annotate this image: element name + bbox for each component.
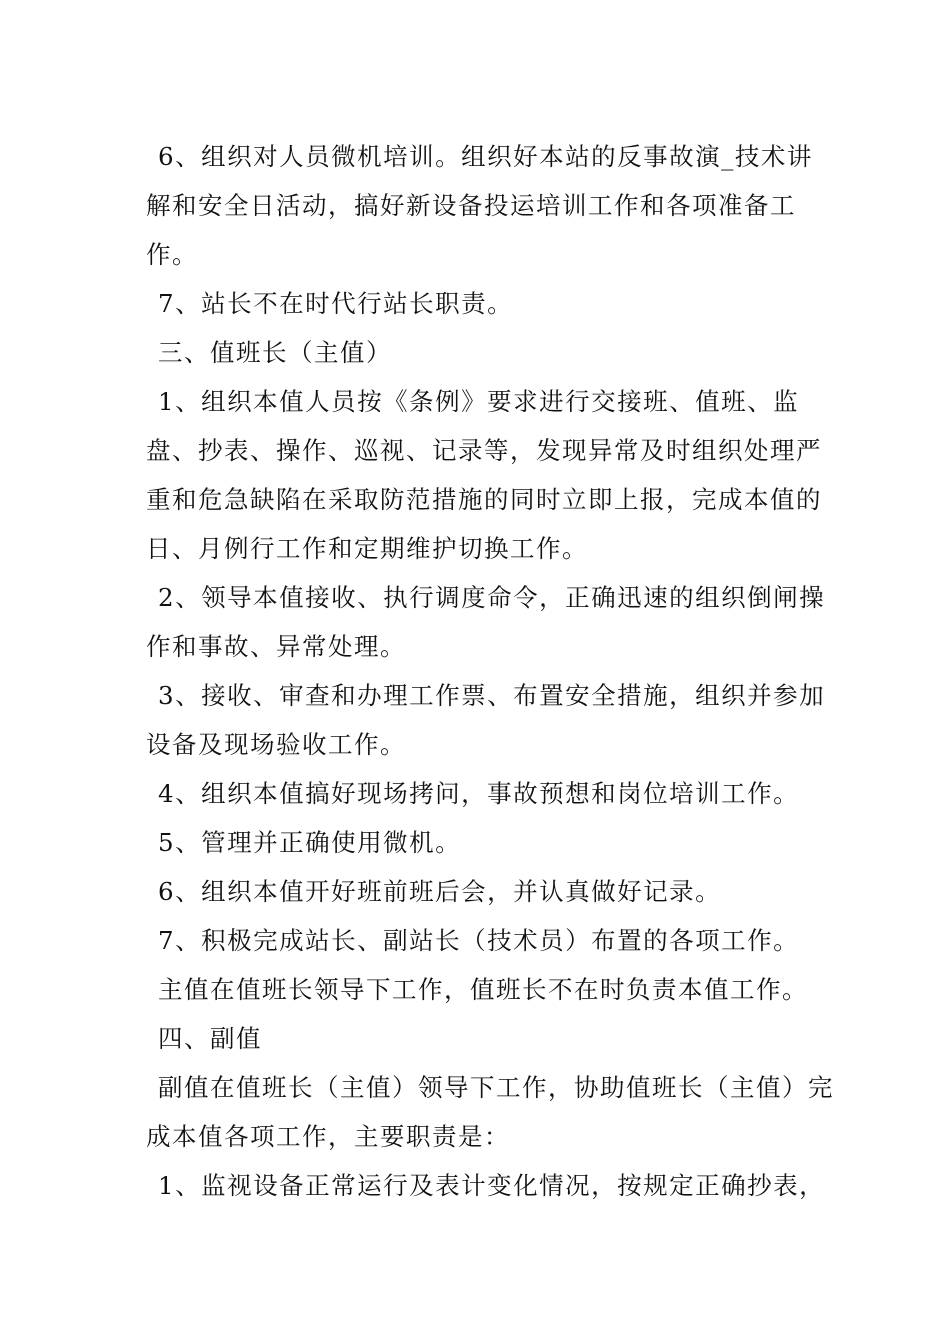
paragraph-item-4-drills: 4、组织本值搞好现场拷问，事故预想和岗位培训工作。 — [158, 779, 800, 808]
paragraph-item-5-computer: 5、管理并正确使用微机。 — [158, 828, 462, 857]
paragraph-item-7-assigned-work: 7、积极完成站长、副站长（技术员）布置的各项工作。 — [158, 926, 800, 955]
paragraph-deputy-intro: 副值在值班长（主值）领导下工作，协助值班长（主值）完成本值各项工作，主要职责是： — [146, 1073, 834, 1151]
paragraph-item-1-organize-shift: 1、组织本值人员按《条例》要求进行交接班、值班、监盘、抄表、操作、巡视、记录等，发现异常及时组织处理严重和危急缺陷在采取防范措施的同时立即上报，完成本值的日、月例行工作和定期维护切换工作。 — [146, 387, 822, 563]
document-body — [146, 132, 836, 1210]
paragraph-item-6-training: 6、组织对人员微机培训。组织好本站的反事故演_技术讲解和安全日活动，搞好新设备投运培训工作和各项准备工作。 — [146, 142, 813, 269]
paragraph-item-1-monitor: 1、监视设备正常运行及表计变化情况，按规定正确抄表， — [158, 1171, 826, 1200]
paragraph-main-duty-note: 主值在值班长领导下工作，值班长不在时负责本值工作。 — [158, 975, 808, 1004]
section-heading-shift-leader: 三、值班长（主值） — [158, 338, 392, 367]
paragraph-item-2-dispatch-orders: 2、领导本值接收、执行调度命令，正确迅速的组织倒闸操作和事故、异常处理。 — [146, 583, 826, 661]
section-heading-deputy: 四、副值 — [158, 1024, 262, 1053]
paragraph-item-6-meetings: 6、组织本值开好班前班后会，并认真做好记录。 — [158, 877, 722, 906]
paragraph-item-7-acting-head: 7、站长不在时代行站长职责。 — [158, 289, 514, 318]
paragraph-item-3-work-tickets: 3、接收、审查和办理工作票、布置安全措施，组织并参加设备及现场验收工作。 — [146, 681, 826, 759]
